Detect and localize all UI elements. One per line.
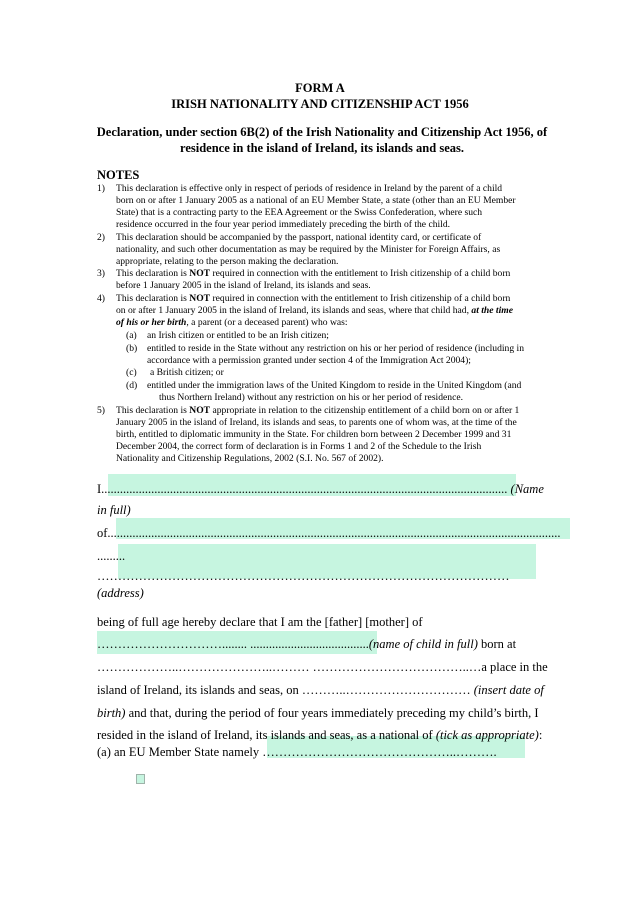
address-dots-line-2: ……………………………………………………………………………………… [97, 569, 510, 583]
name-hint-line: in full) [97, 503, 131, 517]
note-4: This declaration is NOT required in connection with the entitlement to Irish citizenship of a child born on or after 1 January 2005 in the island of Ireland, its islands and seas, where that child had, at the time of his or her birth, a parent (or a deceased parent) who was: [116, 293, 513, 329]
eu-member-state-option: (a) an EU Member State namely ………………………………………..………. [97, 745, 497, 759]
address-dots-line: ......... [97, 549, 126, 563]
address-of-line: of................................................................................................................................................. [97, 526, 561, 540]
birth-place-line: ………………..…………………..……… ………………………………..…a place in the [97, 660, 548, 674]
note-5-number: 5) [97, 405, 105, 416]
note-3-number: 3) [97, 268, 105, 279]
note-2-number: 2) [97, 232, 105, 243]
note-4-a: an Irish citizen or entitled to be an Irish citizen; [147, 330, 329, 341]
age-declaration-line: being of full age hereby declare that I am the [father] [mother] of [97, 615, 423, 629]
notes-heading: NOTES [97, 168, 140, 182]
note-4-b-label: (b) [126, 343, 138, 354]
note-4-c: a British citizen; or [150, 367, 224, 378]
note-2: This declaration should be accompanied by the passport, national identity card, or certificate of nationality, and such other documentation as may be required by the Minister for Foreign Affairs, as appropriate, relating to the person making the declaration. [116, 232, 501, 268]
child-name-line: …………………………........ ......................................(name of child in full) born at [97, 637, 517, 651]
declaration-title: Declaration, under section 6B(2) of the Irish Nationality and Citizenship Act 1956, of residence in the island of Ireland, its islands and seas. [96, 125, 548, 155]
note-3: This declaration is NOT required in connection with the entitlement to Irish citizenship of a child born before 1 January 2005 in the island of Ireland, its islands and seas. [116, 268, 511, 292]
note-4-c-label: (c) [126, 367, 137, 378]
birth-date-line: island of Ireland, its islands and seas, on ………..………………………… (insert date of [97, 683, 544, 697]
note-4-number: 4) [97, 293, 105, 304]
eu-member-state-checkbox[interactable] [136, 774, 145, 784]
address-hint: (address) [97, 586, 144, 600]
note-4-b: entitled to reside in the State without any restriction on his or her period of residence (including in accordance with a permission granted under section 4 of the Immigration Act 2004); [147, 343, 524, 367]
note-1-number: 1) [97, 183, 105, 194]
note-1: This declaration is effective only in respect of periods of residence in Ireland by the parent of a child born on or after 1 January 2005 as a national of an EU Member State, a state (other than an EU Member State) that is a contracting party to the EEA Agreement or the Swiss Confederation, where such residence occurred in the four year period immediately preceding the birth of the child. [116, 183, 516, 231]
nationality-line: resided in the island of Ireland, its islands and seas, as a national of (tick as appropriate): [97, 728, 543, 742]
note-4-a-label: (a) [126, 330, 137, 341]
note-4-d-label: (d) [126, 380, 138, 391]
form-label: FORM A [295, 81, 345, 95]
note-5: This declaration is NOT appropriate in relation to the citizenship entitlement of a child born on or after 1 January 2005 in the island of Ireland, its islands and seas, to parents one of whom was, at the time of the birth, entitled to diplomatic immunity in the State. For children born between 2 December 1999 and 31 December 2004, the correct form of declaration is in Forms 1 and 2 of the Schedule to the Irish Nationality and Citizenship Regulations, 2002 (S.I. No. 567 of 2002). [116, 405, 520, 465]
note-4-d: entitled under the immigration laws of the United Kingdom to reside in the United Kingdom (and thus Northern Ireland) without any restriction on his or her period of residence. [147, 380, 522, 404]
name-line: I.................................................................................................................................. (Name [97, 482, 544, 496]
act-title: IRISH NATIONALITY AND CITIZENSHIP ACT 1956 [171, 97, 469, 111]
residence-period-line: birth) and that, during the period of four years immediately preceding my child’s birth, I [97, 706, 539, 720]
